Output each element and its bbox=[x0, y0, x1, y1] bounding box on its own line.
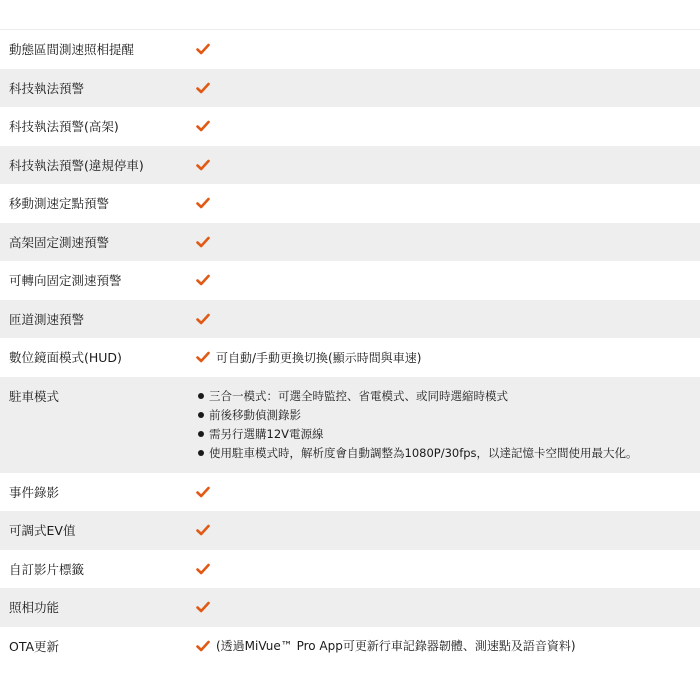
check-icon bbox=[196, 274, 210, 286]
feature-label: 事件錄影 bbox=[9, 484, 60, 500]
feature-value bbox=[196, 197, 210, 209]
table-row bbox=[0, 588, 700, 627]
check-icon bbox=[196, 524, 210, 536]
feature-value bbox=[196, 524, 210, 536]
feature-value bbox=[196, 637, 576, 654]
feature-label: 高架固定測速預警 bbox=[9, 234, 110, 250]
feature-label: 科技執法預警 bbox=[9, 80, 85, 96]
check-icon bbox=[196, 351, 210, 363]
feature-value bbox=[196, 159, 210, 171]
table-row bbox=[0, 511, 700, 550]
list-item bbox=[196, 387, 638, 406]
table-row bbox=[0, 473, 700, 512]
feature-label: 照相功能 bbox=[9, 600, 60, 616]
feature-value bbox=[196, 313, 210, 325]
bullet-icon bbox=[198, 393, 204, 399]
feature-value bbox=[196, 236, 210, 248]
check-icon bbox=[196, 313, 210, 325]
feature-label: OTA更新 bbox=[9, 638, 60, 654]
check-icon bbox=[196, 601, 210, 613]
check-icon bbox=[196, 43, 210, 55]
table-row bbox=[0, 550, 700, 589]
feature-value bbox=[196, 120, 210, 132]
check-icon bbox=[196, 563, 210, 575]
feature-value bbox=[196, 274, 210, 286]
feature-note: 可自動/手動更換切換(顯示時間與車速) bbox=[216, 350, 422, 365]
feature-label: 可轉向固定測速預警 bbox=[9, 273, 122, 289]
feature-value bbox=[196, 82, 210, 94]
table-row bbox=[0, 300, 700, 339]
feature-label: 數位鏡面模式(HUD) bbox=[9, 350, 122, 366]
table-row bbox=[0, 377, 700, 473]
feature-label: 科技執法預警(違規停車) bbox=[9, 157, 144, 173]
feature-note: (透過MiVue™ Pro App可更新行車記錄器韌體、測速點及語音資料) bbox=[216, 639, 576, 654]
bullet-text: 需另行選購12V電源線 bbox=[209, 426, 324, 441]
check-icon bbox=[196, 82, 210, 94]
bullet-text: 三合一模式：可選全時監控、省電模式、或同時選縮時模式 bbox=[209, 388, 508, 403]
bullet-icon bbox=[198, 450, 204, 456]
check-icon bbox=[196, 236, 210, 248]
bullet-icon bbox=[198, 412, 204, 418]
check-icon bbox=[196, 120, 210, 132]
check-icon bbox=[196, 159, 210, 171]
table-row bbox=[0, 223, 700, 262]
bullet-text: 使用駐車模式時，解析度會自動調整為1080P/30fps，以達記憶卡空間使用最大化。 bbox=[209, 445, 638, 460]
feature-value bbox=[196, 43, 210, 55]
table-row bbox=[0, 146, 700, 185]
feature-value bbox=[196, 486, 210, 498]
table-row bbox=[0, 30, 700, 69]
feature-label: 移動測速定點預警 bbox=[9, 196, 110, 212]
feature-value bbox=[196, 349, 421, 366]
table-row bbox=[0, 184, 700, 223]
feature-label: 動態區間測速照相提醒 bbox=[9, 42, 135, 58]
list-item bbox=[196, 425, 638, 444]
feature-label: 科技執法預警(高架) bbox=[9, 119, 119, 135]
bullet-icon bbox=[198, 431, 204, 437]
feature-value bbox=[196, 563, 210, 575]
feature-label: 可調式EV值 bbox=[9, 523, 76, 539]
table-row bbox=[0, 261, 700, 300]
bullet-text: 前後移動偵測錄影 bbox=[209, 407, 301, 422]
table-row bbox=[0, 69, 700, 108]
feature-value bbox=[196, 601, 210, 613]
check-icon bbox=[196, 486, 210, 498]
list-item bbox=[196, 444, 638, 463]
list-item bbox=[196, 406, 638, 425]
parking-mode-bullets bbox=[196, 377, 638, 463]
check-icon bbox=[196, 197, 210, 209]
spec-table bbox=[0, 30, 700, 665]
feature-label: 自訂影片標籤 bbox=[9, 561, 85, 577]
check-icon bbox=[196, 640, 210, 652]
table-row bbox=[0, 107, 700, 146]
table-row bbox=[0, 338, 700, 377]
feature-label: 匝道測速預警 bbox=[9, 311, 85, 327]
feature-label: 駐車模式 bbox=[9, 388, 60, 404]
table-row bbox=[0, 627, 700, 666]
